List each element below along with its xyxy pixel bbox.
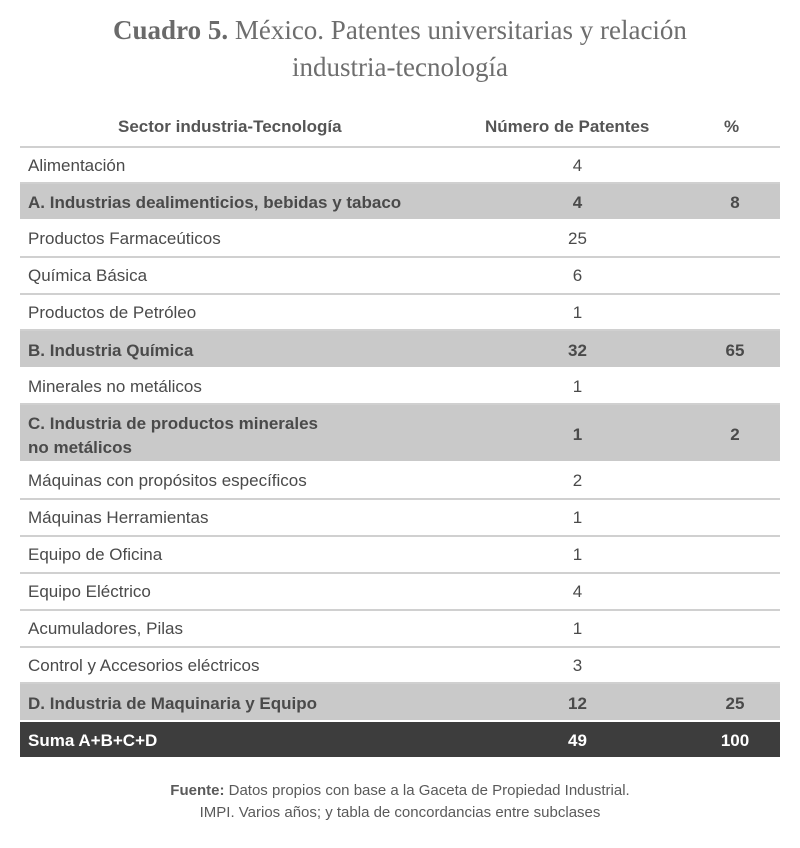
row-number: 6 — [572, 266, 583, 285]
table-row-subtotal — [20, 331, 780, 369]
table-row — [20, 258, 780, 295]
row-label-line1: C. Industria de productos minerales — [28, 414, 319, 433]
row-label: Minerales no metálicos — [28, 377, 202, 396]
column-header-number: Número de Patentes — [485, 117, 650, 136]
table-row — [20, 221, 780, 258]
table-row — [20, 500, 780, 537]
row-label: Máquinas con propósitos específicos — [28, 471, 307, 490]
table-row — [20, 574, 780, 611]
row-label: Suma A+B+C+D — [28, 731, 158, 750]
row-number: 49 — [568, 731, 587, 750]
row-percent: 8 — [730, 193, 740, 212]
source-note — [0, 780, 800, 824]
row-number: 12 — [568, 694, 587, 713]
patents-table — [20, 146, 780, 757]
source-line2: IMPI. Varios años; y tabla de concordancias entre subclases — [199, 804, 601, 821]
table-title — [0, 12, 800, 86]
table-row — [20, 146, 780, 184]
row-percent: 100 — [720, 731, 750, 750]
row-label: Productos Farmaceúticos — [28, 229, 221, 248]
row-number: 2 — [572, 471, 583, 490]
table-header — [0, 117, 800, 141]
source-line1: Datos propios con base a la Gaceta de Propiedad Industrial. — [228, 782, 630, 799]
source-label: Fuente: — [170, 782, 225, 799]
title-line2: industria-tecnología — [292, 52, 508, 82]
row-label: Máquinas Herramientas — [28, 508, 209, 527]
title-number: Cuadro 5. — [113, 15, 229, 45]
table-row — [20, 537, 780, 574]
row-label: Acumuladores, Pilas — [28, 619, 183, 638]
row-label: Equipo Eléctrico — [28, 582, 151, 601]
row-percent: 25 — [725, 694, 745, 713]
row-label: B. Industria Química — [28, 341, 194, 360]
row-label: Equipo de Oficina — [28, 545, 163, 564]
row-number: 1 — [572, 425, 583, 444]
row-number: 1 — [572, 508, 583, 527]
table-row — [20, 369, 780, 405]
table-row — [20, 463, 780, 500]
row-number: 4 — [572, 193, 583, 212]
row-label: Productos de Petróleo — [28, 303, 197, 322]
table-row — [20, 611, 780, 648]
row-number: 1 — [572, 303, 583, 322]
row-label: A. Industrias dealimenticios, bebidas y tabaco — [28, 193, 402, 212]
row-label — [28, 412, 318, 460]
row-number: 25 — [568, 229, 587, 248]
title-line1: México. Patentes universitarias y relación — [234, 15, 687, 45]
row-percent: 65 — [725, 341, 745, 360]
row-number: 3 — [572, 656, 583, 675]
table-row-subtotal — [20, 405, 780, 463]
table-row — [20, 648, 780, 684]
row-label: Química Básica — [28, 266, 148, 285]
row-label-line2: no metálicos — [28, 438, 132, 457]
row-label: D. Industria de Maquinaria y Equipo — [28, 694, 318, 713]
row-number: 1 — [572, 619, 583, 638]
row-number: 32 — [568, 341, 587, 360]
table-row-subtotal — [20, 184, 780, 221]
row-number: 1 — [572, 377, 583, 396]
row-number: 1 — [572, 545, 583, 564]
row-number: 4 — [572, 156, 583, 175]
row-number: 4 — [572, 582, 583, 601]
column-header-sector: Sector industria-Tecnología — [118, 117, 342, 136]
row-label: Control y Accesorios eléctricos — [28, 656, 260, 675]
table-row-subtotal — [20, 684, 780, 722]
row-label: Alimentación — [28, 156, 126, 175]
column-header-percent: % — [724, 117, 740, 136]
table-row-total — [20, 722, 780, 757]
row-percent: 2 — [730, 425, 740, 444]
table-row — [20, 295, 780, 331]
